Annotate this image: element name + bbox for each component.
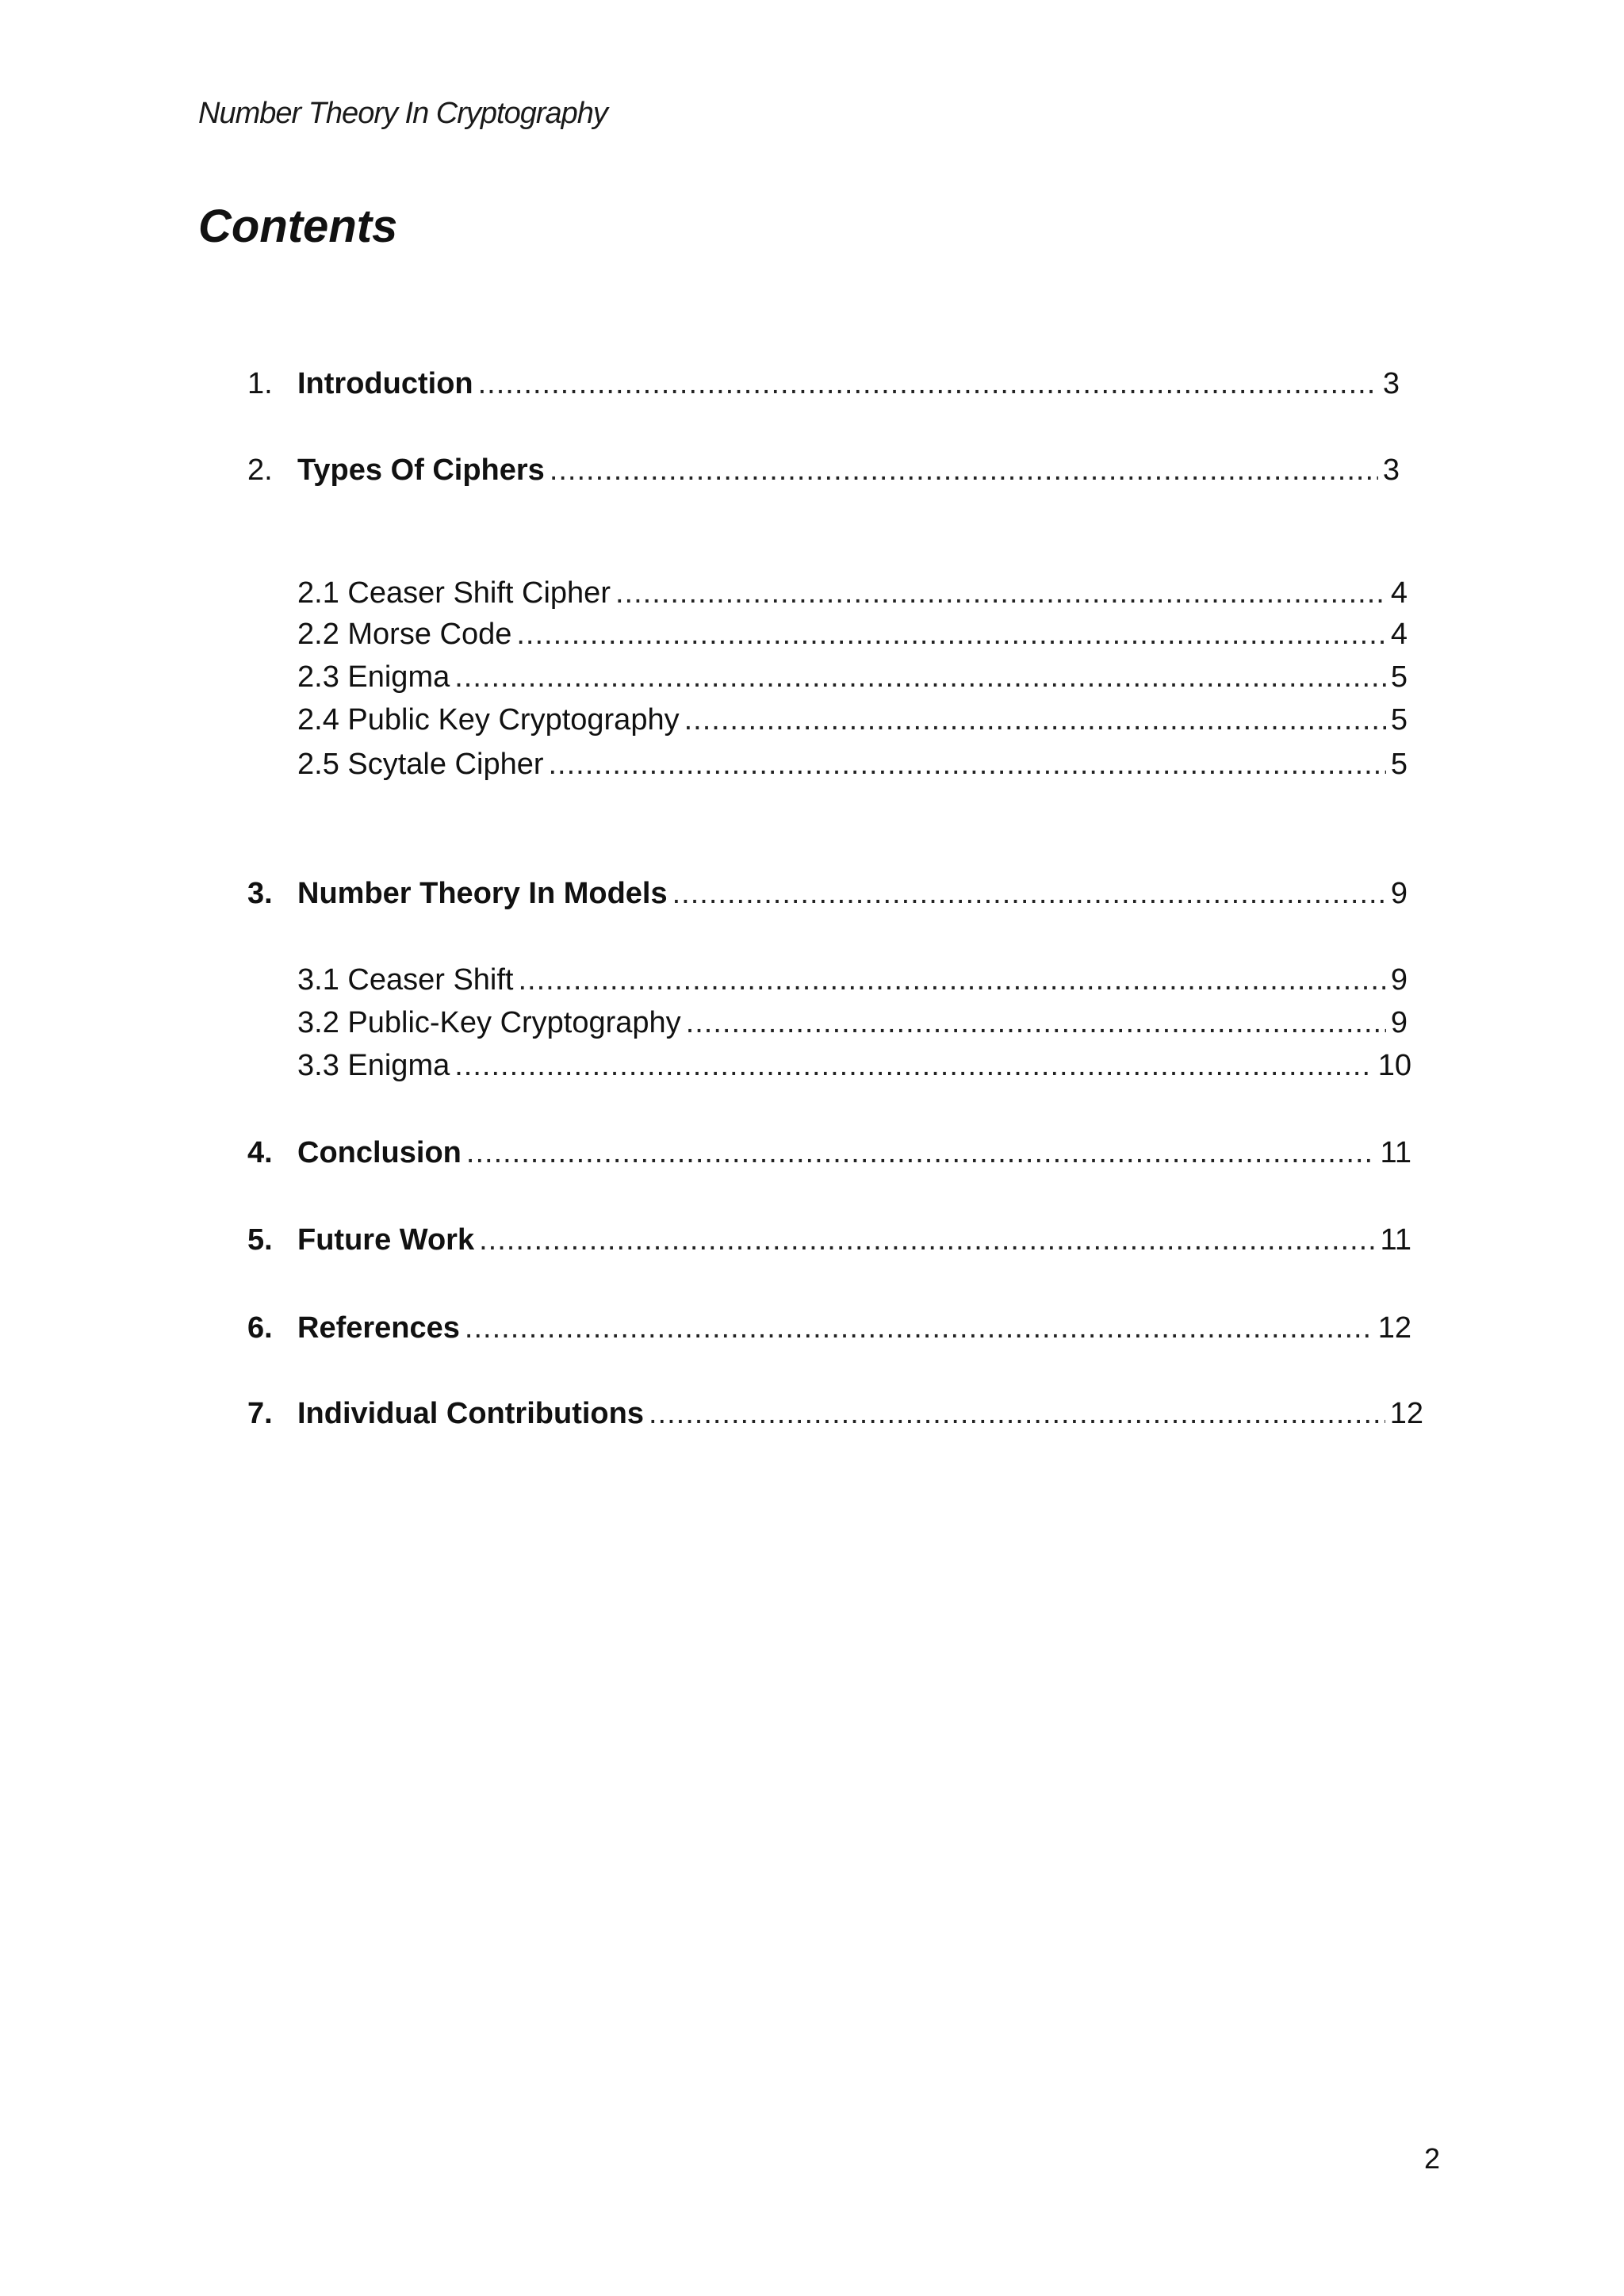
toc-entry-page: 3 — [1382, 453, 1400, 487]
running-header: Number Theory In Cryptography — [198, 97, 607, 130]
toc-entry-label: Future Work — [297, 1223, 475, 1257]
toc-entry-label: 3.3 Enigma — [297, 1049, 450, 1082]
dot-leader — [550, 451, 1378, 489]
toc-entry-number-theory-in-models[interactable] — [247, 874, 1408, 913]
dot-leader — [672, 874, 1386, 913]
toc-entry-references[interactable] — [247, 1309, 1411, 1347]
toc-entry-conclusion[interactable] — [247, 1134, 1411, 1172]
toc-entry-individual-contributions[interactable] — [247, 1395, 1423, 1433]
toc-entry-page: 10 — [1377, 1049, 1411, 1082]
toc-entry-label: Introduction — [297, 367, 473, 400]
toc-entry-number: 3. — [247, 877, 273, 910]
toc-entry-ceaser-shift-cipher[interactable] — [297, 574, 1408, 612]
page-title: Contents — [198, 201, 398, 252]
dot-leader — [549, 745, 1386, 783]
toc-entry-enigma[interactable] — [297, 658, 1408, 696]
dot-leader — [516, 615, 1385, 653]
toc-entry-page: 9 — [1390, 877, 1408, 910]
toc-entry-scytale-cipher[interactable] — [297, 745, 1408, 783]
toc-entry-label: 2.2 Morse Code — [297, 618, 512, 651]
toc-entry-number: 5. — [247, 1223, 273, 1257]
toc-entry-label: Conclusion — [297, 1136, 462, 1169]
toc-entry-number: 4. — [247, 1136, 273, 1169]
toc-entry-morse-code[interactable] — [297, 615, 1408, 653]
toc-entry-page: 11 — [1380, 1223, 1411, 1257]
toc-entry-label: 2.5 Scytale Cipher — [297, 748, 544, 781]
toc-entry-label: 3.1 Ceaser Shift — [297, 963, 514, 997]
toc-entry-page: 9 — [1390, 1006, 1408, 1039]
dot-leader — [465, 1309, 1373, 1347]
toc-entry-label: References — [297, 1311, 460, 1345]
dot-leader — [479, 1221, 1375, 1259]
dot-leader — [615, 574, 1386, 612]
toc-entry-public-key-cryptography-model[interactable] — [297, 1004, 1408, 1042]
toc-entry-page: 11 — [1380, 1136, 1411, 1169]
toc-entry-page: 5 — [1390, 703, 1408, 737]
toc-entry-public-key-cryptography[interactable] — [297, 701, 1408, 739]
toc-entry-page: 12 — [1377, 1311, 1411, 1345]
toc-entry-label: Types Of Ciphers — [297, 453, 545, 487]
toc-entry-page: 3 — [1382, 367, 1400, 400]
toc-entry-label: 2.4 Public Key Cryptography — [297, 703, 680, 737]
dot-leader — [478, 365, 1378, 403]
toc-entry-page: 5 — [1390, 660, 1408, 694]
dot-leader — [454, 1047, 1373, 1085]
toc-entry-label: 2.3 Enigma — [297, 660, 450, 694]
toc-entry-label: 3.2 Public-Key Cryptography — [297, 1006, 681, 1039]
toc-entry-introduction[interactable] — [247, 365, 1400, 403]
toc-entry-number: 2. — [247, 453, 273, 487]
toc-entry-page: 5 — [1390, 748, 1408, 781]
toc-entry-enigma-model[interactable] — [297, 1047, 1411, 1085]
toc-entry-future-work[interactable] — [247, 1221, 1411, 1259]
toc-entry-ceaser-shift[interactable] — [297, 961, 1408, 999]
toc-entry-label: 2.1 Ceaser Shift Cipher — [297, 576, 611, 610]
toc-entry-page: 9 — [1390, 963, 1408, 997]
dot-leader — [684, 701, 1386, 739]
toc-entry-number: 6. — [247, 1311, 273, 1345]
toc-entry-types-of-ciphers[interactable] — [247, 451, 1400, 489]
page-number: 2 — [1424, 2142, 1441, 2175]
toc-entry-number: 1. — [247, 367, 273, 400]
toc-entry-page: 4 — [1390, 618, 1408, 651]
toc-entry-label: Number Theory In Models — [297, 877, 668, 910]
dot-leader — [518, 961, 1385, 999]
dot-leader — [454, 658, 1386, 696]
dot-leader — [466, 1134, 1376, 1172]
toc-entry-label: Individual Contributions — [297, 1397, 644, 1430]
dot-leader — [649, 1395, 1385, 1433]
toc-entry-page: 4 — [1390, 576, 1408, 610]
dot-leader — [686, 1004, 1386, 1042]
toc-entry-page: 12 — [1389, 1397, 1423, 1430]
toc-entry-number: 7. — [247, 1397, 273, 1430]
